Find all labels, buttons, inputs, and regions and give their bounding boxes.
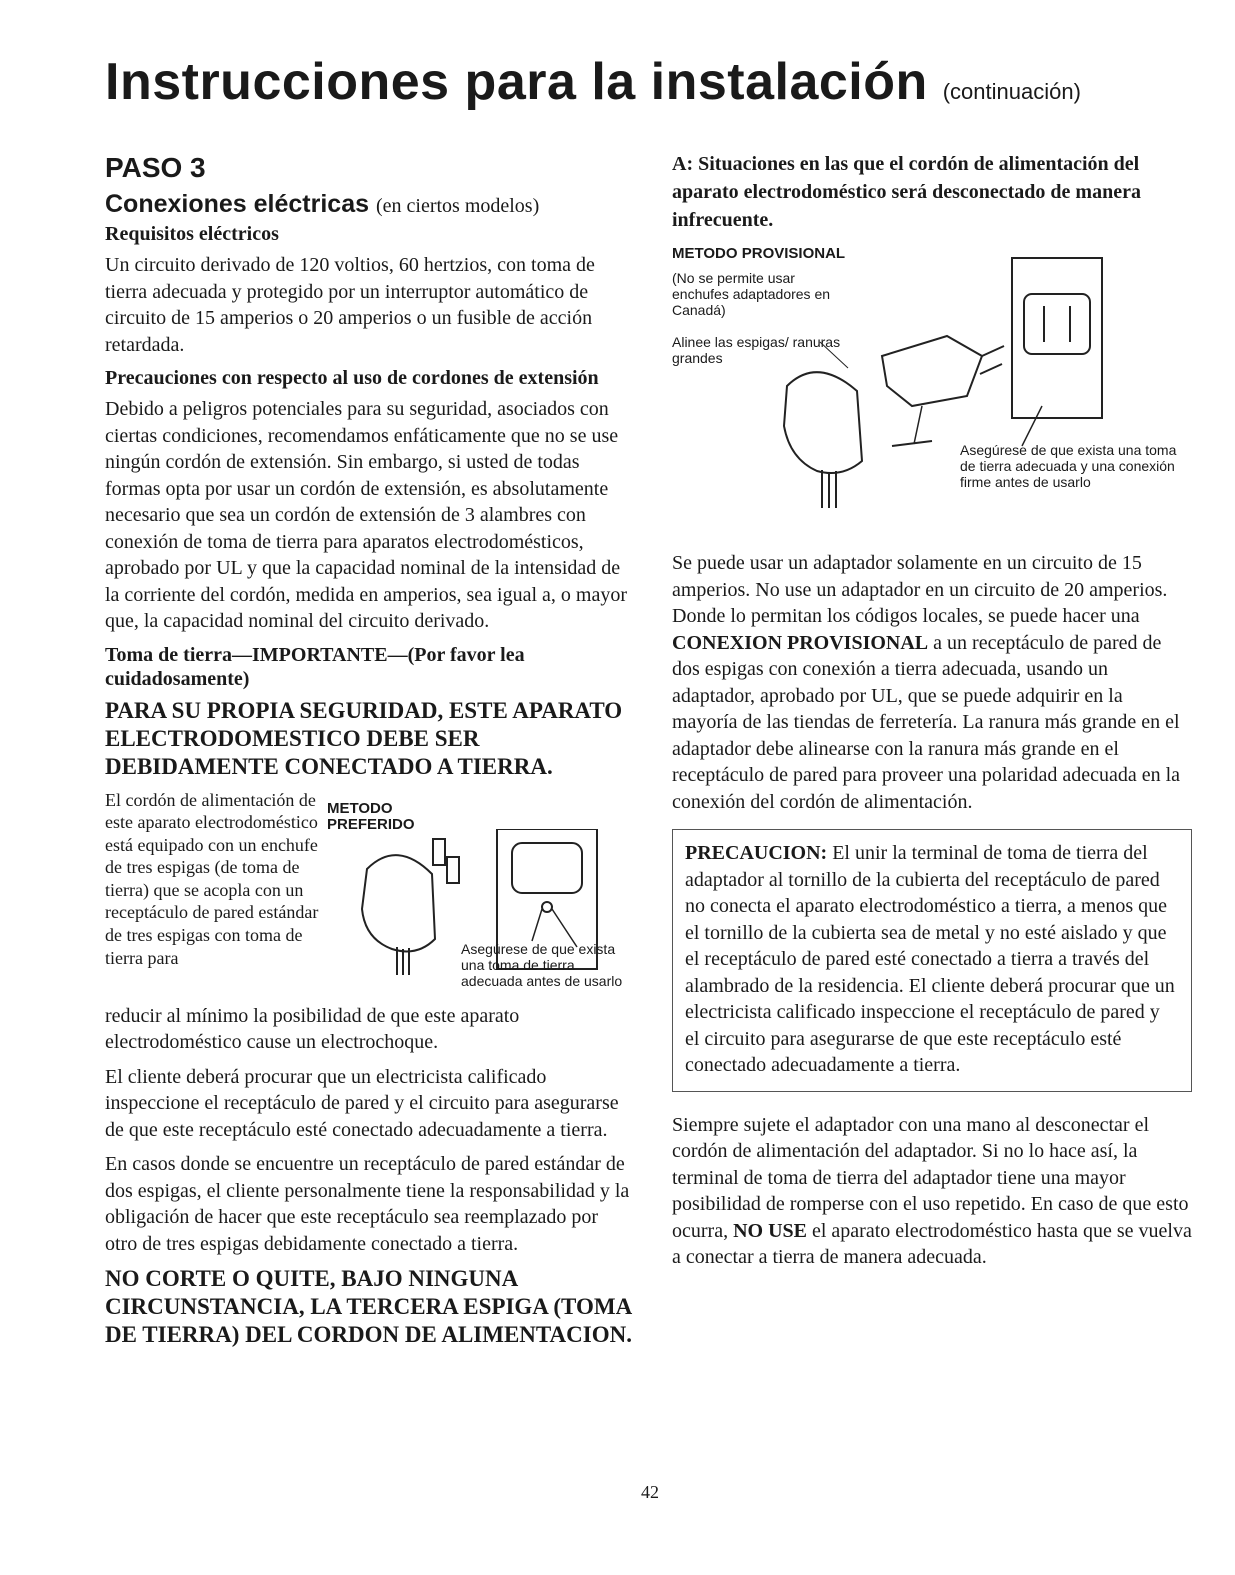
preferred-method-figure	[105, 789, 633, 1021]
provisional-method-figure	[672, 246, 1192, 546]
caution-label: PRECAUCION:	[685, 842, 828, 864]
adapter-text-part1: Se puede usar un adaptador solamente en un circuito de 15 amperios. No use un adaptador en un circuito de 20 amperios. Donde lo permitan los códigos locales, se puede hacer una	[672, 552, 1168, 627]
cord-text: El cordón de alimentación de este aparato electrodoméstico está equipado con un enchufe de tres espigas (de toma de tierra) que se acopla con un receptáculo de pared estándar de tres espigas con toma de tierra para	[105, 789, 319, 968]
hold-adapter-text	[672, 1112, 1192, 1271]
section-title: Conexiones eléctricas	[105, 190, 370, 218]
page-title-suffix: (continuación)	[942, 79, 1081, 104]
no-use-emphasis: NO USE	[733, 1219, 807, 1242]
caution-box	[672, 829, 1192, 1092]
hold-text-part2: el aparato electrodoméstico hasta que se vuelva a conectar a tierra de manera adecuada.	[672, 1219, 1192, 1268]
situation-a-heading: A: Situaciones en las que el cordón de alimentación del aparato electrodoméstico será desconectado de manera infrecuente.	[672, 153, 1141, 231]
preferred-method-label: METODO PREFERIDO	[327, 799, 415, 833]
adapter-text-part2: a un receptáculo de pared de dos espigas con conexión a tierra adecuada, usando un adaptador, aprobado por UL, que se puede adquirir en la mayoría de las tiendas de ferretería. La ranura más grande en el adaptador debe alinearse con la ranura más grande en el receptáculo de pared para proveer una polaridad adecuada en la conexión del cordón de alimentación.	[672, 631, 1181, 813]
extension-text: Debido a peligros potenciales para su seguridad, asociados con ciertas condiciones, recomendamos enfáticamente que no se use ningún cordón de extensión. Sin embargo, si usted de todas formas opta por usar un cordón de extensión, es absolutamente necesario que sea un cordón de extensión de 3 alambres con conexión de toma de tierra para aparatos electrodomésticos, aprobado por UL y que la capacidad nominal de la intensidad de la corriente del cordón, medida en amperios, sea igual a, o mayor que, la capacidad nominal del circuito derivado.	[105, 398, 628, 632]
provisional-method-caption: Asegúrese de que exista una toma de tierra adecuada y una conexión firme antes de usarlo	[960, 442, 1177, 490]
left-column	[105, 140, 633, 1357]
requirements-text: Un circuito derivado de 120 voltios, 60 hertzios, con toma de tierra adecuada y protegido por un interruptor automático de circuito de 15 amperios o 20 amperios o un fusible de acción retardada.	[105, 254, 595, 356]
caution-body: El unir la terminal de toma de tierra del adaptador al tornillo de la cubierta del receptáculo de pared no conecta el aparato electrodoméstico a tierra, a menos que el tornillo de la cubierta sea de metal y no esté aislado y que el receptáculo de pared esté conectado a tierra a través del alambrado de la residencia. El cliente deberá procurar que un electricista calificado inspeccione el receptáculo de pared y el circuito para asegurarse de que este receptáculo esté conectado adecuadamente a tierra.	[685, 842, 1175, 1076]
provisional-connection-emphasis: CONEXION PROVISIONAL	[672, 631, 929, 654]
right-column	[672, 140, 1192, 1279]
two-prong-text: En casos donde se encuentre un receptáculo de pared estándar de dos espigas, el cliente personalmente tiene la responsabilidad y la obligación de hacer que este receptáculo sea reemplazado por otro de tres espigas debidamente conectado a tierra.	[105, 1153, 630, 1255]
page-title	[105, 52, 1081, 112]
final-warning: NO CORTE O QUITE, BAJO NINGUNA CIRCUNSTANCIA, LA TERCERA ESPIGA (TOMA DE TIERRA) DEL CORDON DE ALIMENTACION.	[105, 1266, 632, 1347]
hold-text-part1: Siempre sujete el adaptador con una mano al desconectar el cordón de alimentación del adaptador. Si no lo hace así, la terminal de toma de tierra del adaptador tiene una mayor posibilidad de romperse con el uso repetido. En caso de que esto ocurra,	[672, 1113, 1189, 1242]
provisional-method-label: METODO PROVISIONAL	[672, 245, 846, 262]
adapter-text	[672, 550, 1192, 815]
section-heading	[105, 190, 633, 220]
inspection-text: El cliente deberá procurar que un electricista calificado inspeccione el receptáculo de pared y el circuito para asegurarse de que este receptáculo esté conectado adecuadamente a tierra.	[105, 1065, 619, 1141]
grounding-warning: PARA SU PROPIA SEGURIDAD, ESTE APARATO ELECTRODOMESTICO DEBE SER DEBIDAMENTE CONECTADO A TIERRA.	[105, 697, 623, 779]
page-title-text: Instrucciones para la instalación	[105, 53, 928, 111]
extension-heading: Precauciones con respecto al uso de cordones de extensión	[105, 367, 599, 389]
align-instruction: Alinee las espigas/ ranuras grandes	[672, 334, 841, 366]
section-note: (en ciertos modelos)	[375, 195, 540, 217]
grounding-heading: Toma de tierra—IMPORTANTE—(Por favor lea cuidadosamente)	[105, 643, 525, 690]
requirements-heading: Requisitos eléctricos	[105, 223, 279, 245]
preferred-method-caption: Asegúrese de que exista una toma de tierra adecuada antes de usarlo	[461, 940, 623, 989]
caution-text	[685, 840, 1179, 1079]
canada-note: (No se permite usar enchufes adaptadores en Canadá)	[672, 270, 831, 318]
cord-text-continued: reducir al mínimo la posibilidad de que este aparato electrodoméstico cause un electrochoque.	[105, 1004, 520, 1053]
step-heading: PASO 3	[105, 152, 206, 183]
page-number: 42	[641, 1482, 659, 1502]
